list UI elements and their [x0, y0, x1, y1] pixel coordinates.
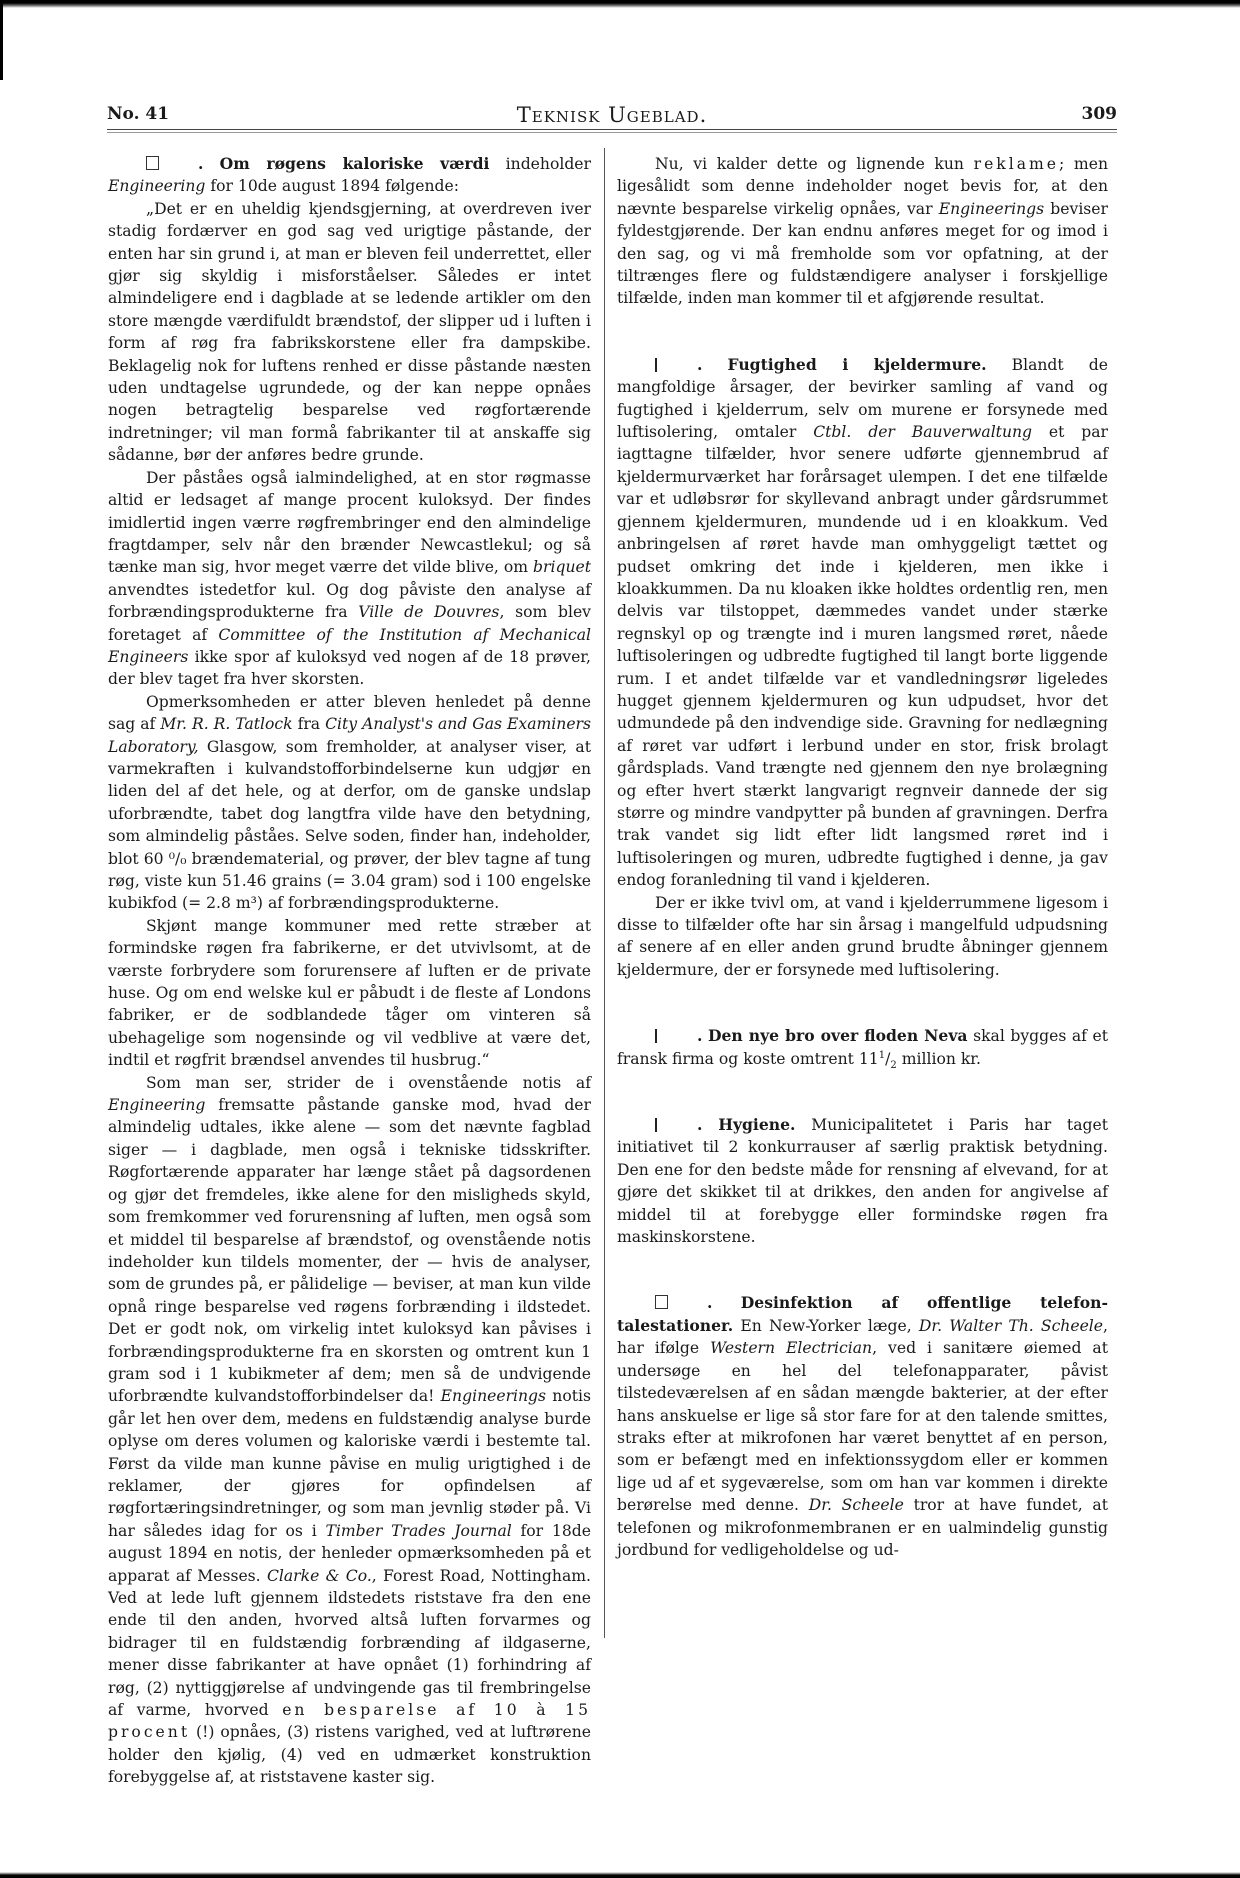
- page-header: [107, 104, 1117, 126]
- section-box-marker-icon: [146, 156, 159, 170]
- paragraph: Som man ser, strider de i ovenstående notis af Engineering fremsatte påstande ganske mod, hvad der almindelig udtales, ikke alene — som det nævnte fagblad siger — i dagblade, men også i tekniske tidsskrifter. Røgfortærende apparater har længe stået på dagsordenen og gjør det fremdeles, ikke alene for den misligheds skyld, som fremkommer ved forurensning af luften, men også som et middel til besparelse af brændstof, og ovenstående notis indeholder kun tildels momenter, der — hvis de analyser, som de grundes på, er pålidelige — beviser, at man kun vilde opnå ringe besparelse ved røgens forbrænding i ildstedet. Det er godt nok, om virkelig intet kuloksyd kan påvises i forbrændingsprodukterne fra en skorsten og omtrent kun 1 gram sod i 1 kubikmeter af dem; men så de undvigende uforbrændte kulvandstofforbindelser da! Engineerings notis går let hen over dem, medens en fuldstændig analyse burde oplyse om deres volumen og kaloriske værdi i bestemte tal. Først da vilde man kunne påvise en mulig urigtighed i de reklamer, der gjøres for opfindelsen af røgfortæringsindretninger, og som man jevnlig støder på. Vi har således idag for os i Timber Trades Journal for 18de august 1894 en notis, der henleder opmærksomheden på et apparat af Messes. Clarke & Co., Forest Road, Nottingham. Ved at lede luft gjennem ildstedets riststave fra den ene ende til den anden, hvorved altså luften forvarmes og bidrager til en fuldstændig forbrænding af ildgaserne, mener disse fabrikanter at have opnået (1) forhindring af røg, (2) nyttiggjørelse af undvingende gas til frembringelse af varme, hvorved en besparelse af 10 à 15 procent (!) opnåes, (3) ristens varighed, ved at luftrørene holder den kjølig, (4) ved en udmærket konstruktion forebyggelse af, at riststavene kaster sig.: [108, 1073, 592, 1787]
- column-left: [108, 153, 591, 1789]
- article-rogens-kaloriske-vaerdi: [108, 153, 591, 1789]
- header-rule: [107, 129, 1117, 130]
- paragraph: . Den nye bro over floden Neva skal bygges af et fransk firma og koste omtrent $11^1/_2$ million kr.: [617, 1026, 1108, 1071]
- paragraph: Skjønt mange kommuner med rette stræber at formindske røgen fra fabrikerne, er det utvivlsomt, at de værste forbrydere som forurensere af luften er de private huse. Og om end welske kul er påbudt i de fleste af Londons fabriker, er de sodblandede tåger om vinteren så ubehagelige som nogensinde og vil vedblive at være det, indtil et røgfrit brændsel anvendes til husbrug.“: [108, 916, 591, 1070]
- header-rule-secondary: [107, 132, 1117, 133]
- section-box-marker-icon: [655, 1295, 668, 1309]
- article-heading: Desinfektion af offentlige telefon-talestationer.: [617, 1293, 1108, 1335]
- paragraph: Der er ikke tvivl om, at vand i kjelderrummene ligesom i disse to tilfælder ofte har sin årsag i mangelfuld udpudsning af senere af en eller anden grund brudte åbninger gjennem kjeldermure, der er forsynede med luftisolering.: [617, 893, 1108, 979]
- article-heading: Hygiene.: [718, 1115, 796, 1135]
- article-heading: Om røgens kaloriske værdi: [219, 154, 490, 173]
- article-heading: Fugtighed i kjeldermure.: [727, 354, 987, 374]
- scan-edge-left: [0, 0, 3, 80]
- scan-edge-top: [0, 0, 1240, 8]
- paragraph: . Fugtighed i kjeldermure. Blandt de mangfoldige årsager, der bevirker samling af vand og fugtighed i kjelderrum, selv om murene er forsynede med luftisolering, omtaler Ctbl. der Bauverwaltung et par iagttagne tilfælder, hvor senere udførte gjennembrud af kjeldermurværket har forårsaget ulempen. I det ene tilfælde var et udløbsrør for skyllevand anbragt under gårdsrummet gjennem kjeldermuren, mundende ud i en kloakkum. Ved anbringelsen af røret havde man omhyggeligt tættet og pudset omkring det inde i kjelderen, men ikke i kloakkummen. Da nu kloaken ikke holdtes ordentlig ren, men delvis var tilstoppet, dæmmedes vandet under stærke regnskyl op og trængte ind i muren langsmed røret, nåede luftisoleringen og udbredte fugtighed til langt borte liggende rum. I et andet tilfælde var et vandledningsrør ligeledes hugget gjennem kjeldermuren og kun udpudset, hvor det udmundede på den indvendige side. Gravning for nedlægning af røret var udført i lerbund under en stor, frisk brolagt gårdsplads. Vand trængte ned gjennem den nye brolægning og efter hvert stærkt langvarigt regnveir dannede der sig større og mindre vandpytter på bunden af gravningen. Derfra trak vandet sig lidt efter lidt langsmed røret ind i luftisoleringen og muren, udbredte fugtighed i denne, ja gav endog foranledning til vand i kjelderen.: [617, 354, 1108, 890]
- paragraph: . Desinfektion af offentlige telefon-talestationer. En New-Yorker læge, Dr. Walter Th. Scheele, har ifølge Western Electrician, ved i sanitære øiemed at undersøge en hel del telefonapparater, påvist tilstedeværelsen af en sådan mængde bakterier, at der efter hans anskuelse er lige så stor fare for at den talende smittes, straks efter at mikrofonen har været benyttet af en person, som er befængt med en infektionssygdom eller er kommen lige ud af et sygeværelse, som om han var kommen i direkte berørelse med denne. Dr. Scheele tror at have fundet, at telefonen og mikrofonmembranen er en ualmindelig gunstig jordbund for vedligeholdelse og ud-: [617, 1293, 1108, 1559]
- article-den-nye-bro-neva: [617, 1025, 1108, 1070]
- article-hygiene: [617, 1114, 1108, 1248]
- article-desinfektion-telefon: [617, 1292, 1108, 1561]
- paragraph: . Hygiene. Municipalitetet i Paris har taget initiativet til 2 konkurrauser af særlig praktisk betydning. Den ene for den bedste måde for rensning af elvevand, for at gjøre det skikket til at drikkes, den anden for angivelse af middel til at forebygge eller formindske røgen fra maskinskorstene.: [617, 1115, 1108, 1247]
- article-heading: Den nye bro over floden Neva: [707, 1026, 968, 1046]
- column-divider: [604, 148, 605, 1638]
- section-bar-marker-icon: [655, 1118, 657, 1132]
- paragraph: „Det er en uheldig kjendsgjerning, at overdreven iver stadig fordærver en god sag ved urigtige påstande, der enten har sin grund i, at man er bleven feil underrettet, eller gjør sig skyldig i misforståelser. Således er intet almindeligere end i dagblade at se ledende artikler om den store mængde værdifuldt brændstof, der slipper ud i luften i form af røg fra fabrikskorstene eller fra dampskibe. Beklagelig nok for luftens renhed er disse påstande næsten uden undtagelse ugrundede, og der kan neppe opnåes nogen betragtelig besparelse ved røgfortærende indretninger; vil man formå fabrikanter til at anskaffe sig sådanne, bør der anføres bedre grunde.: [108, 199, 591, 465]
- issue-number: No. 41: [107, 104, 170, 124]
- page-number: 309: [1081, 104, 1117, 124]
- article-fugtighed-i-kjeldermure: [617, 354, 1108, 981]
- paragraph: Nu, vi kalder dette og lignende kun reklame; men ligesålidt som denne indeholder noget bevis for, at den nævnte besparelse virkelig opnåes, var Engineerings beviser fyldestgjørende. Der kan endnu anføres meget for og imod i den sag, og vi må fremholde som vor opfatning, at der tiltrænges flere og fuldstændigere analyser i forskjellige tilfælde, inden man kommer til et afgjørende resultat.: [617, 155, 1108, 308]
- article-lead-paragraph: . Om røgens kaloriske værdi indeholder Engineering for 10de august 1894 følgende:: [108, 154, 591, 196]
- publication-title: Teknisk Ugeblad.: [516, 103, 708, 127]
- scan-edge-bottom: [0, 1872, 1240, 1878]
- paragraph: Der påståes også ialmindelighed, at en stor røgmasse altid er ledsaget af mange procent kuloksyd. Der findes imidlertid ingen værre røgfrembringer end den almindelige fragtdamper, selv når den brænder Newcastlekul; og så tænke man sig, hvor meget værre det vilde blive, om briquet anvendtes istedetfor kul. Og dog påviste den analyse af forbrændingsprodukterne fra Ville de Douvres, som blev foretaget af Committee of the Institution af Mechanical Engineers ikke spor af kuloksyd ved nogen af de 18 prøver, der blev taget fra hver skorsten.: [108, 468, 591, 689]
- article-rogens-kaloriske-vaerdi-continued: [617, 153, 1108, 310]
- section-bar-marker-icon: [655, 358, 657, 372]
- paragraph: Opmerksomheden er atter bleven henledet på denne sag af Mr. R. R. Tatlock fra City Analyst's and Gas Examiners Laboratory, Glasgow, som fremholder, at analyser viser, at varmekraften i kulvandstofforbindelserne kun udgjør en liden del af det hele, og at derfor, om de ganske undslap uforbrændte, tabet dog langtfra vilde have den betydning, som almindelig påståes. Selve soden, finder han, indeholder, blot 60 ⁰/₀ brændematerial, og prøver, der blev tagne af tung røg, viste kun 51.46 grains (= 3.04 gram) sod i 100 engelske kubikfod (= 2.8 m³) af forbrændingsprodukterne.: [108, 692, 591, 913]
- column-right: [617, 153, 1108, 1561]
- section-bar-marker-icon: [655, 1029, 657, 1043]
